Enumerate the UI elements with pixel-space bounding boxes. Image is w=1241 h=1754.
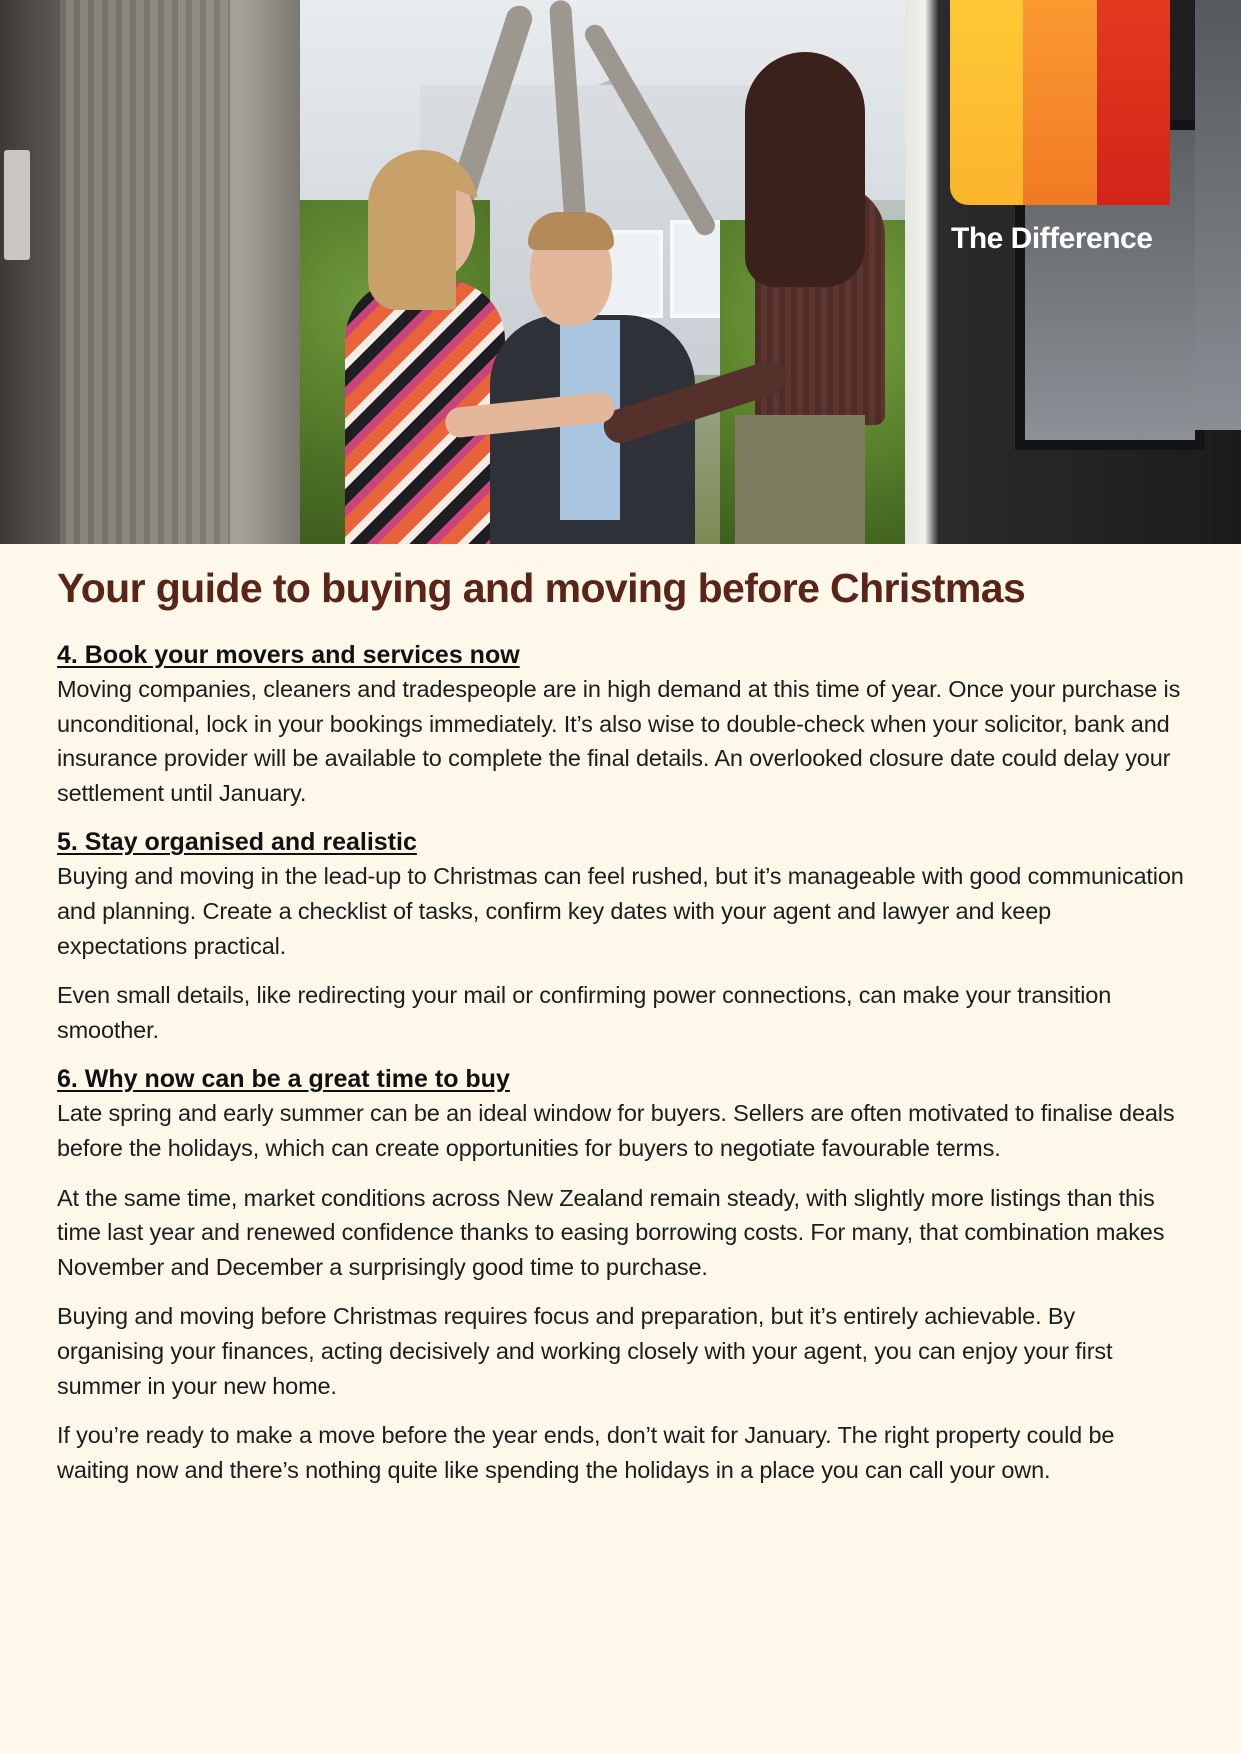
paragraph: Buying and moving in the lead-up to Christmas can feel rushed, but it’s manageable with good communication and planning. Create a checklist of tasks, confirm key dates with your agent and lawyer and keep expectations practical. [57, 863, 1184, 959]
light-switch [4, 150, 30, 260]
logo-stripe-orange [1023, 0, 1096, 205]
man-hair [528, 212, 614, 250]
logo-stripe-yellow [950, 0, 1023, 205]
section-why-now [57, 1062, 1187, 1487]
section-heading: 6. Why now can be a great time to buy [57, 1065, 510, 1094]
article-title: Your guide to buying and moving before Christmas [57, 565, 1026, 611]
hero-photo [0, 0, 1241, 544]
paragraph: Buying and moving before Christmas requires focus and preparation, but it’s entirely achievable. By organising your finances, acting decisively and working closely with your agent, you can enjoy your first summer in your new home. [57, 1303, 1113, 1399]
section-heading: 5. Stay organised and realistic [57, 828, 417, 857]
article [57, 564, 1187, 1502]
open-door-left [0, 0, 300, 544]
section-book-movers [57, 638, 1187, 810]
brand-name: The Difference [951, 222, 1153, 255]
section-heading: 4. Book your movers and services now [57, 641, 520, 669]
paragraph: At the same time, market conditions across New Zealand remain steady, with slightly more listings than this time last year and renewed confidence thanks to easing borrowing costs. For many, that combination makes November and December a surprisingly good time to purchase. [57, 1184, 1165, 1280]
logo-stripe-red [1097, 0, 1170, 205]
door-glass [1195, 0, 1241, 430]
paragraph: Late spring and early summer can be an ideal window for buyers. Sellers are often motivated to finalise deals before the holidays, which can create opportunities for buyers to negotiate favourable terms. [57, 1100, 1175, 1161]
paragraph: Moving companies, cleaners and tradespeople are in high demand at this time of year. Once your purchase is unconditional, lock in your bookings immediately. It’s also wise to double-check when your solicitor, bank and insurance provider will be available to complete the final details. An overlooked closure date could delay your settlement until January. [57, 676, 1181, 806]
woman-olive-pants [735, 415, 865, 544]
brand-logo [950, 0, 1170, 205]
woman-right-hair [745, 52, 865, 287]
section-stay-organised [57, 825, 1187, 1047]
door-panel [60, 0, 230, 544]
paragraph: If you’re ready to make a move before the year ends, don’t wait for January. The right property could be waiting now and there’s nothing quite like spending the holidays in a place you can call your own. [57, 1422, 1115, 1483]
paragraph: Even small details, like redirecting your mail or confirming power connections, can make your transition smoother. [57, 982, 1112, 1043]
